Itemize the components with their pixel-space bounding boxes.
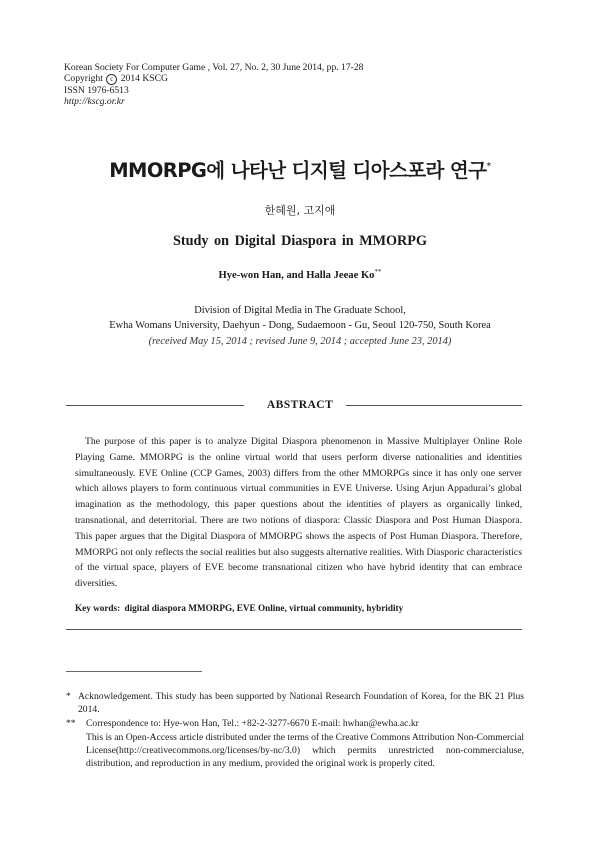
footnote-mark: * [66,691,71,702]
issn: ISSN 1976-6513 [64,85,129,97]
footnote-license [66,731,524,770]
footnotes [66,690,524,771]
journal-url[interactable]: http://kscg.or.kr [64,96,125,108]
english-title: Study on Digital Diaspora in MMORPG [173,233,427,249]
footnote-mark: ** [66,718,76,729]
copyright-icon: c [106,74,117,85]
affiliation-line-1: Division of Digital Media in The Graduate School, [194,305,406,316]
footnote-text: Correspondence to: Hye-won Han, Tel.: +82-2-3277-6670 E-mail: hwhan@ewha.ac.kr [86,718,419,729]
keywords-text: digital diaspora MMORPG, EVE Online, virtual community, hybridity [124,603,404,613]
abstract-rule-right [346,405,522,406]
footnote-text: Acknowledgement. This study has been supported by National Research Foundation of Korea, for the BK 21 Plus 2014. [78,691,524,715]
abstract-text: The purpose of this paper is to analyze Digital Diaspora phenomenon in Massive Multiplayer Online Role Playing Game. MMORPG is the online virtual world that users perform diverse nationalities and identities simultaneously. EVE Online (CCP Games, 2003) differs from the other MMORPGs since it has only one server which allows players to form continuous virtual communities in EVE Universe. Using Arjun Appadurai’s global imagination as the methodology, this paper questions about the identities of players as organically linked, transnational, and deterritorial. There are two notions of diaspora: Classic Diaspora and Post Human Diaspora. This paper argues that the Digital Diaspora of MMORPG shows the aspects of Post Human Diaspora. Therefore, MMORPG not only reflects the social realities but also suggests alternative realities. With Diasporic characteristics of the virtual space, players of EVE become transnational citizen who have hybrid identity that can embrace diversities. [75,436,522,590]
footnote-text: This is an Open-Access article distributed under the terms of the Creative Commons Attribution Non-Commercial License(http://creativecommons.org/licenses/by-nc/3.0) which permits unrestricted non-commercialuse, distribution, and reproduction in any medium, provided the original work is properly cited. [86,732,525,769]
abstract-heading: ABSTRACT [266,398,334,411]
copyright-line [64,73,363,85]
korean-title [0,155,600,183]
copyright-label: Copyright [64,73,103,85]
korean-title-footnote-mark: * [486,161,491,172]
korean-title-text: MMORPG에 나타난 디지털 디아스포라 연구 [109,159,487,182]
korean-authors: 한혜원, 고지애 [264,204,336,217]
english-authors-text: Hye-won Han, and Halla Jeeae Ko [218,270,375,281]
footnote-acknowledgement [66,690,524,716]
footnote-correspondence [66,717,524,730]
footnote-separator [66,671,202,672]
keywords-label: Key words: [75,603,121,613]
journal-header [64,62,363,108]
journal-citation: Korean Society For Computer Game , Vol. 27, No. 2, 30 June 2014, pp. 17-28 [64,62,364,73]
affiliation-line-2: Ewha Womans University, Daehyun - Dong, Sudaemoon - Gu, Seoul 120-750, South Korea [109,320,491,331]
author-footnote-mark: ** [374,268,382,276]
received-dates: (received May 15, 2014 ; revised June 9, 2014 ; accepted June 23, 2014) [148,336,452,347]
english-authors [0,268,600,281]
copyright-year: 2014 KSCG [120,73,168,85]
keywords [75,603,403,613]
abstract-bottom-rule [66,629,522,630]
